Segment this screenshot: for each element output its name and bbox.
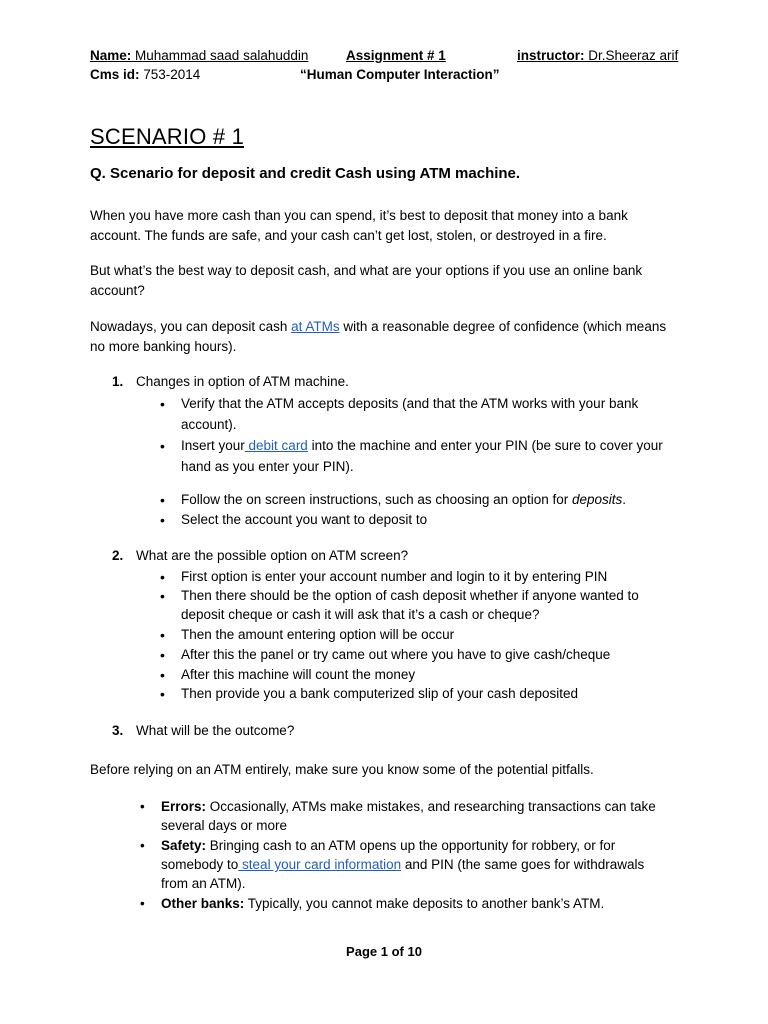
pitfalls-intro: Before relying on an ATM entirely, make sure you know some of the potential pitfalls. xyxy=(90,762,594,777)
at-atms-link[interactable]: at ATMs xyxy=(291,319,340,334)
bullet-icon: • xyxy=(160,588,165,604)
bullet-icon: • xyxy=(140,799,145,814)
question-heading: Q. Scenario for deposit and credit Cash using ATM machine. xyxy=(90,165,521,182)
instructor-label: instructor: xyxy=(517,48,585,63)
header-instructor xyxy=(517,47,678,65)
name-value: Muhammad saad salahuddin xyxy=(131,48,309,63)
section-2-heading: 2. What are the possible option on ATM screen? xyxy=(112,548,409,563)
intro-paragraph-3: Nowadays, you can deposit cash at ATMs with a reasonable degree of confidence (which means no more banking hours). xyxy=(90,319,667,354)
instructor-value: Dr.Sheeraz arif xyxy=(584,48,679,63)
page-title: SCENARIO # 1 xyxy=(90,124,245,149)
page-number: Page 1 of 10 xyxy=(346,944,422,959)
intro-paragraph-1: When you have more cash than you can spend, it’s best to deposit that money into a bank account. The funds are safe, and your cash can’t get lost, stolen, or destroyed in a fire. xyxy=(90,208,628,243)
bullet-icon: • xyxy=(160,667,165,683)
section-1-heading: 1. Changes in option of ATM machine. xyxy=(112,374,349,389)
section-3-heading: 3. What will be the outcome? xyxy=(112,723,295,738)
document-page: Name: Muhammad saad salahuddin Assignment # 1 instructor: Dr.Sheeraz arif Cms id: 753-2014 “Human Computer Interaction” SCENARIO # 1 Q. Scenario for deposit and credit Cash using ATM machine. When you have more cash than you can spend, it’s best to deposit that money into a bank account. The funds are safe, and your cash can’t get lost, stolen, or destroyed in a fire. But what’s the best way to deposit cash, and what are your options if you use an online bank account? Nowadays, you can deposit cash at ATMs with a reasonable degree of confidence (which means no more banking hours). 1. Changes in option of ATM machine. • Verify that the ATM accepts deposits (and that the ATM works with your bank account). • Insert your debit card into the machine and enter your PIN (be sure to cover your hand as you enter your PIN). • Follow the on screen instructions, such as choosing an option for deposits. • Select the account you want to deposit to 2. What are the possible option on ATM screen? • First option is enter your account number and login to it by entering PIN • Then there should be the option of cash deposit whether if anyone wanted to deposit cheque or cash it will ask that it’s a cash or cheque? • Then the amount entering option will be occur • After this the panel or try came out where you have to give cash/cheque • After this machine will count the money • Then provide you a bank computerized slip of your cash deposited 3. What will be the outcome? Before relying on an ATM entirely, make sure you know some of the potential pitfalls. • Errors: Occasionally, ATMs make mistakes, and researching transactions can take several days or more • Safety: Bringing cash to an ATM opens up the opportunity for robbery, or for somebody to steal your card information and PIN (the same goes for withdrawals from an ATM). • Other banks: Typically, you cannot make deposits to another bank’s ATM. Page 1 of 10 xyxy=(0,0,768,1024)
bullet-icon: • xyxy=(160,686,165,702)
bullet-icon: • xyxy=(140,896,145,911)
bullet-icon: • xyxy=(160,438,165,454)
intro-paragraph-2: But what’s the best way to deposit cash, and what are your options if you use an online bank account? xyxy=(90,263,643,298)
cms-value: 753-2014 xyxy=(139,67,201,82)
bullet-icon: • xyxy=(160,512,165,528)
header-course: “Human Computer Interaction” xyxy=(300,67,500,82)
header-cms xyxy=(90,66,200,84)
steal-card-info-link[interactable]: steal your card information xyxy=(238,857,402,872)
bullet-icon: • xyxy=(160,492,165,508)
bullet-icon: • xyxy=(140,838,145,853)
header-name xyxy=(90,47,308,65)
name-label: Name: xyxy=(90,48,132,63)
bullet-icon: • xyxy=(160,627,165,643)
bullet-icon: • xyxy=(160,647,165,663)
debit-card-link[interactable]: debit card xyxy=(244,438,308,453)
header-assignment: Assignment # 1 xyxy=(346,48,446,63)
bullet-icon: • xyxy=(160,569,165,585)
bullet-icon: • xyxy=(160,396,165,412)
cms-label: Cms id: xyxy=(90,67,140,82)
